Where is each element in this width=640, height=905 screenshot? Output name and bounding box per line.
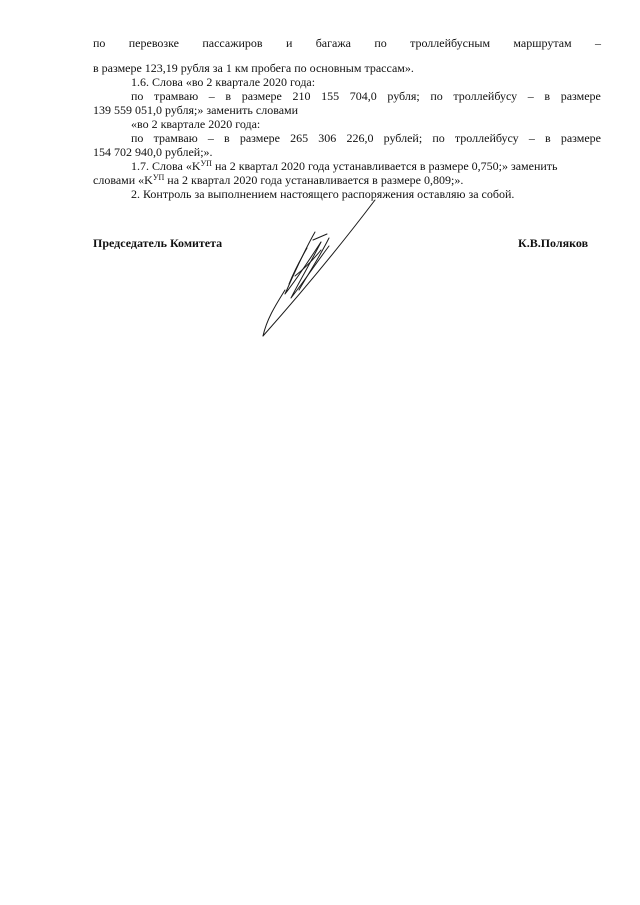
word: размере — [241, 89, 282, 103]
coefficient-superscript: УП — [200, 159, 212, 168]
clause-1-6-line-d: 154 702 940,0 рублей;». — [93, 145, 213, 159]
clause-1-7-line-b: словами «$K^{УП}$ на 2 квартал 2020 года устанавливается в размере 0,809;». — [93, 173, 464, 187]
word: размере — [239, 131, 280, 145]
word: размере — [560, 131, 601, 145]
word: по — [374, 36, 387, 50]
word: троллейбусным — [410, 36, 491, 50]
word: 704,0 — [349, 89, 377, 103]
word: – — [594, 36, 601, 50]
word: в — [225, 89, 232, 103]
word: трамваю — [153, 131, 198, 145]
clause-1-6-line-b: 139 559 051,0 рубля;» заменить словами — [93, 103, 299, 117]
word: в — [545, 131, 551, 145]
word: по — [430, 89, 443, 103]
clause-1-7-line-a: 1.7. Слова «$K^{УП}$ на 2 квартал 2020 года устанавливается в размере 0,750;» заменить — [131, 159, 558, 173]
word: 265 — [290, 131, 309, 145]
signatory-title: Председатель Комитета — [93, 236, 223, 250]
clause-1-6-heading: 1.6. Слова «во 2 квартале 2020 года: — [131, 75, 316, 89]
word: троллейбусу — [454, 131, 519, 145]
word: троллейбусу — [453, 89, 518, 103]
justified-line-1 — [93, 36, 601, 50]
word: рубля; — [387, 89, 420, 103]
word: маршрутам — [513, 36, 572, 50]
document-body — [93, 36, 601, 201]
word: и — [285, 36, 293, 50]
word: 155 — [321, 89, 340, 103]
word: по — [93, 36, 106, 50]
signatory-name: К.В.Поляков — [518, 236, 589, 250]
word: размере — [560, 89, 601, 103]
word: – — [207, 131, 214, 145]
word: – — [528, 131, 535, 145]
clause-1-6-line-a — [93, 89, 601, 103]
word: по — [432, 131, 445, 145]
word: трамваю — [154, 89, 199, 103]
word: – — [208, 89, 215, 103]
clause-1-6-quote: «во 2 квартале 2020 года: — [131, 117, 261, 131]
word: по — [131, 131, 144, 145]
word: в — [544, 89, 551, 103]
word: перевозке — [128, 36, 180, 50]
clause-1-6-line-c — [93, 131, 601, 145]
clause-2: 2. Контроль за выполнением настоящего распоряжения оставляю за собой. — [131, 187, 515, 201]
word: 306 — [318, 131, 337, 145]
word: – — [527, 89, 534, 103]
word: пассажиров — [202, 36, 263, 50]
handwritten-signature — [255, 198, 385, 343]
word: по — [131, 89, 144, 103]
line-rate: в размере 123,19 рубля за 1 км пробега по основным трассам». — [93, 61, 414, 75]
word: рублей; — [383, 131, 423, 145]
coefficient-superscript: УП — [152, 173, 165, 182]
word: багажа — [315, 36, 351, 50]
word: 210 — [292, 89, 311, 103]
word: в — [224, 131, 230, 145]
word: 226,0 — [346, 131, 374, 145]
